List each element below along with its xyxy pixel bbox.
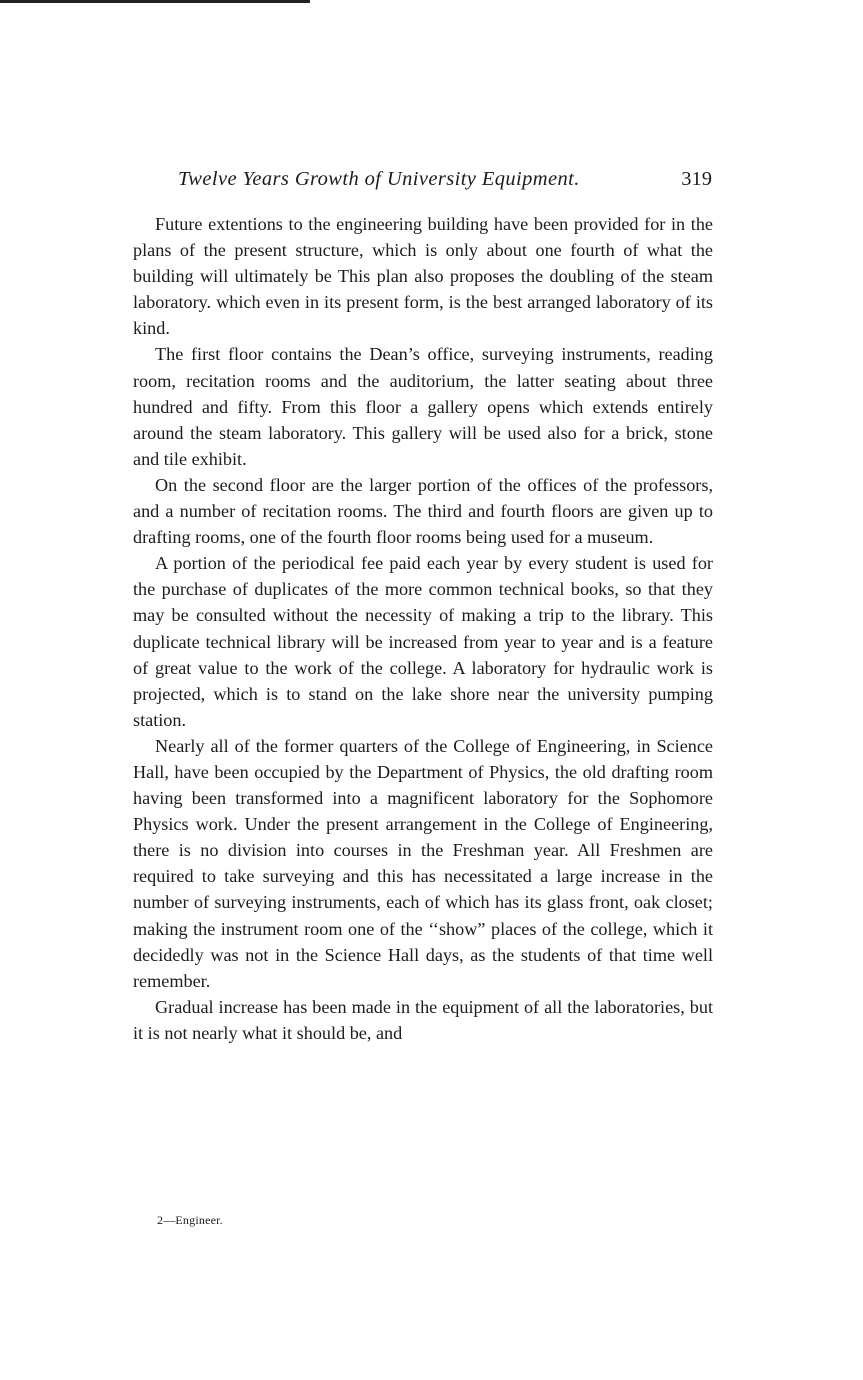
top-edge-rule bbox=[0, 0, 310, 3]
paragraph-laboratories: Gradual increase has been made in the equipment of all the laboratories, but it is not nearly what it should be, and bbox=[133, 996, 713, 1043]
paragraph-extensions: Future extentions to the engineering building have been provided for in the plans of the present structure, which is only about one fourth of what the building will ultimately be This plan also proposes the doubling of the steam laboratory. which even in its present form, is the best arranged laboratory of its kind. bbox=[133, 214, 713, 339]
paragraph-technical-library: A portion of the periodical fee paid each year by every student is used for the purchase of duplicates of the more common technical books, so that they may be consulted without the necessity of making a trip to the library. This duplicate technical library will be increased from year to year and is a feature of great value to the work of the college. A laboratory for hydraulic work is projected, which is to stand on the lake shore near the university pumping station. bbox=[133, 553, 713, 730]
paragraph-science-hall: Nearly all of the former quarters of the College of Engineering, in Science Hall, have been occupied by the Department of Physics, the old drafting room having been transformed into a magnificent laboratory for the Sophomore Physics work. Under the present arrangement in the College of Engineering, there is no division into courses in the Freshman year. All Freshmen are required to take surveying and this has necessitated a large increase in the number of surveying instruments, each of which has its glass front, oak closet; making the instrument room one of the ‘‘show” places of the college, which it decidedly was not in the Science Hall days, as the students of that time well remember. bbox=[133, 735, 713, 991]
body-text bbox=[133, 211, 713, 1046]
running-header bbox=[178, 168, 712, 196]
paragraph-second-floor: On the second floor are the larger portion of the offices of the professors, and a number of recitation rooms. The third and fourth floors are given up to drafting rooms, one of the fourth floor rooms being used for a museum. bbox=[133, 474, 713, 548]
paragraph-first-floor: The first floor contains the Dean’s office, surveying instruments, reading room, recitation rooms and the auditorium, the latter seating about three hundred and fifty. From this floor a gallery opens which extends entirely around the steam laboratory. This gallery will be used also for a brick, stone and tile exhibit. bbox=[133, 344, 713, 469]
running-title: Twelve Years Growth of University Equipment. bbox=[178, 168, 580, 190]
page-number: 319 bbox=[681, 168, 712, 190]
signature-mark: 2—Engineer. bbox=[157, 1213, 223, 1227]
